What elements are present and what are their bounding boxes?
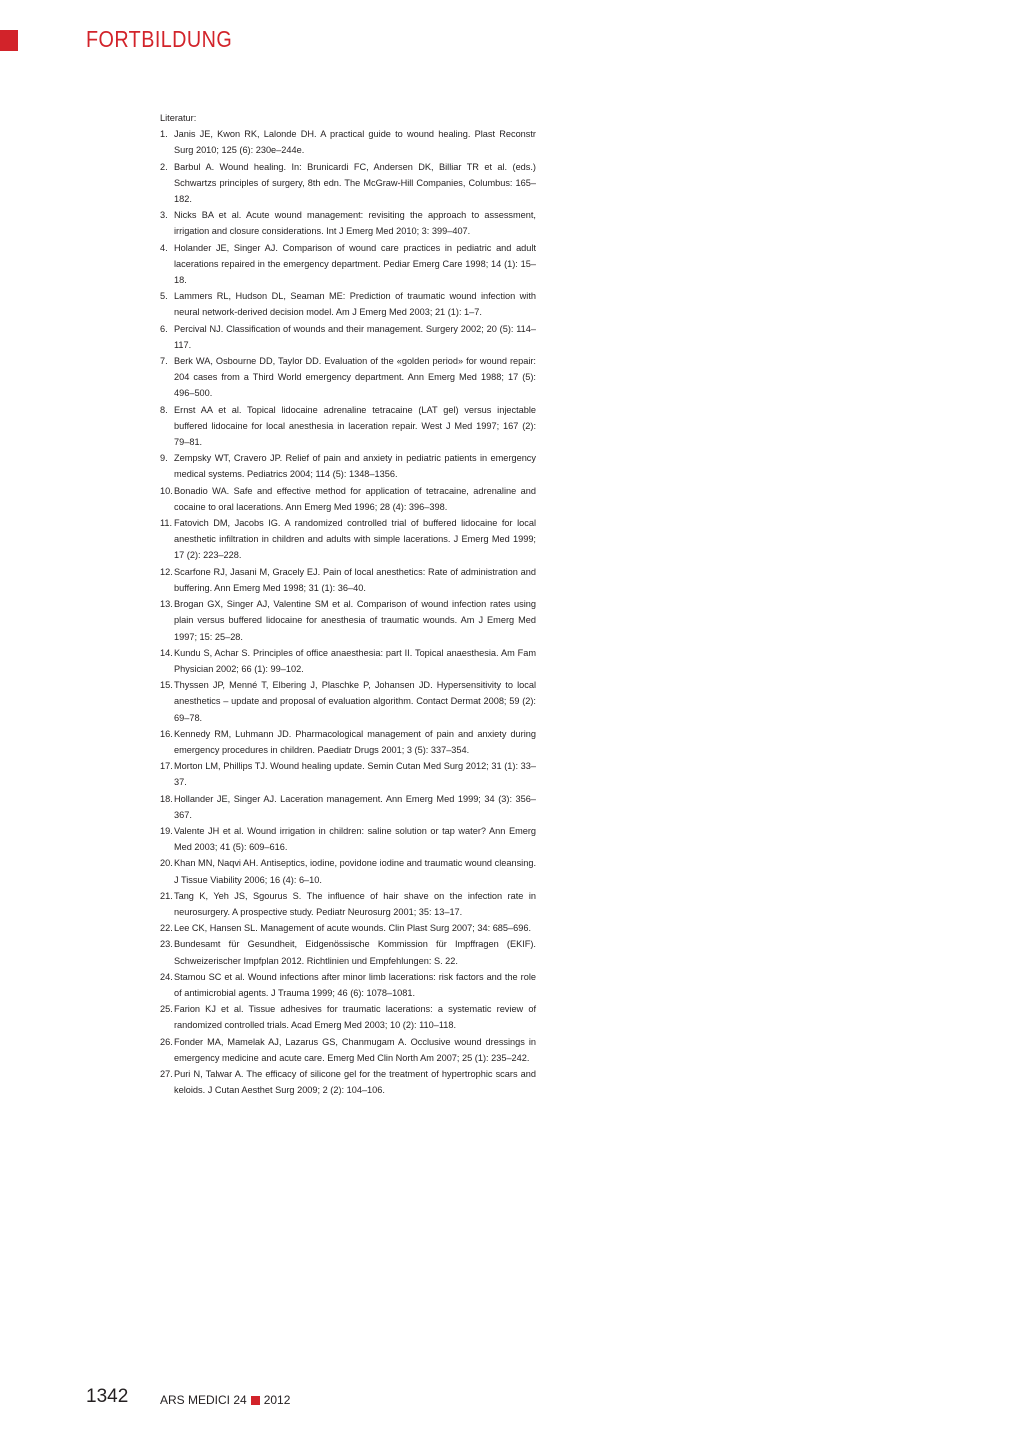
reference-item: [160, 726, 536, 758]
reference-number: 2.: [160, 161, 168, 172]
reference-text: Valente JH et al. Wound irrigation in children: saline solution or tap water? Ann Emerg Med 2003; 41 (5): 609–616.: [174, 825, 536, 853]
reference-item: [160, 1001, 536, 1033]
reference-text: Stamou SC et al. Wound infections after minor limb lacerations: risk factors and the role of antimicrobial agents. J Trauma 1999; 46 (6): 1078–1081.: [174, 971, 536, 998]
reference-item: [160, 791, 536, 823]
references-heading: Literatur:: [160, 113, 197, 123]
reference-item: [160, 515, 536, 564]
reference-number: 26.: [160, 1036, 173, 1047]
reference-item: [160, 240, 536, 289]
reference-number: 13.: [160, 599, 173, 610]
reference-number: 11.: [160, 518, 173, 529]
reference-text: Fatovich DM, Jacobs IG. A randomized controlled trial of buffered lidocaine for local anesthetic infiltration in children and adults with simple lacerations. J Emerg Med 1999; 17 (2): 223–228.: [174, 518, 536, 561]
reference-number: 15.: [160, 680, 173, 691]
journal-footer: [160, 1393, 290, 1407]
reference-item: [160, 483, 536, 515]
reference-item: [160, 920, 536, 936]
reference-text: Puri N, Talwar A. The efficacy of silicone gel for the treatment of hypertrophic scars and keloids. J Cutan Aesthet Surg 2009; 2 (2): 104–106.: [174, 1068, 536, 1096]
reference-text: Tang K, Yeh JS, Sgourus S. The influence of hair shave on the infection rate in neurosurgery. A prospective study. Pediatr Neurosurg 2001; 35: 13–17.: [174, 890, 536, 917]
reference-item: [160, 758, 536, 790]
reference-item: [160, 969, 536, 1001]
reference-item: [160, 126, 536, 158]
reference-text: Ernst AA et al. Topical lidocaine adrenaline tetracaine (LAT gel) versus injectable buffered lidocaine for local anesthesia in laceration repair. West J Med 1997; 167 (2): 79–81.: [174, 404, 536, 448]
reference-item: [160, 564, 536, 596]
reference-item: [160, 855, 536, 887]
reference-number: 1.: [160, 129, 168, 140]
reference-number: 21.: [160, 890, 173, 901]
separator-square-icon: [251, 1396, 260, 1405]
reference-text: Fonder MA, Mamelak AJ, Lazarus GS, Chanmugam A. Occlusive wound dressings in emergency medicine and acute care. Emerg Med Clin North Am 2007; 25 (1): 235–242.: [174, 1036, 536, 1063]
reference-number: 9.: [160, 453, 168, 464]
reference-text: Bundesamt für Gesundheit, Eidgenössische Kommission für Impffragen (EKIF). Schweizerischer Impfplan 2012. Richtlinien und Empfehlungen: S. 22.: [174, 939, 536, 966]
reference-text: Barbul A. Wound healing. In: Brunicardi FC, Andersen DK, Billiar TR et al. (eds.) Schwartzs principles of surgery, 8th edn. The McGraw-Hill Companies, Columbus: 165–182.: [174, 161, 536, 205]
reference-number: 27.: [160, 1068, 173, 1079]
reference-number: 8.: [160, 404, 168, 415]
reference-list: [160, 110, 536, 1098]
page-number: 1342: [86, 1386, 129, 1407]
journal-year: 2012: [263, 1393, 291, 1407]
reference-text: Brogan GX, Singer AJ, Valentine SM et al. Comparison of wound infection rates using plain versus buffered lidocaine for anesthesia of traumatic wounds. Am J Emerg Med 1997; 15: 25–28.: [174, 599, 536, 642]
reference-text: Kennedy RM, Luhmann JD. Pharmacological management of pain and anxiety during emergency procedures in children. Paediatr Drugs 2001; 3 (5): 337–354.: [174, 728, 536, 755]
reference-number: 22.: [160, 923, 173, 934]
reference-number: 3.: [160, 210, 168, 221]
reference-text: Bonadio WA. Safe and effective method for application of tetracaine, adrenaline and cocaine to oral lacerations. Ann Emerg Med 1996; 28 (4): 396–398.: [174, 485, 536, 512]
reference-item: [160, 936, 536, 968]
reference-item: [160, 1034, 536, 1066]
journal-name: ARS MEDICI 24: [160, 1393, 247, 1407]
reference-text: Berk WA, Osbourne DD, Taylor DD. Evaluation of the «golden period» for wound repair: 204 cases from a Third World emergency department. Ann Emerg Med 1988; 17 (5): 496–500.: [174, 356, 536, 399]
reference-item: [160, 677, 536, 726]
reference-number: 10.: [160, 485, 173, 496]
reference-text: Khan MN, Naqvi AH. Antiseptics, iodine, povidone iodine and traumatic wound cleansing. J Tissue Viability 2006; 16 (4): 6–10.: [174, 858, 536, 885]
reference-number: 4.: [160, 242, 168, 253]
reference-text: Zempsky WT, Cravero JP. Relief of pain and anxiety in pediatric patients in emergency medical systems. Pediatrics 2004; 114 (5): 1348–1356.: [174, 453, 536, 480]
reference-item: [160, 645, 536, 677]
reference-item: [160, 207, 536, 239]
reference-text: Janis JE, Kwon RK, Lalonde DH. A practical guide to wound healing. Plast Reconstr Surg 2010; 125 (6): 230e–244e.: [174, 129, 536, 156]
reference-text: Percival NJ. Classification of wounds and their management. Surgery 2002; 20 (5): 114–117.: [174, 323, 536, 350]
reference-text: Kundu S, Achar S. Principles of office anaesthesia: part II. Topical anaesthesia. Am Fam Physician 2002; 66 (1): 99–102.: [174, 647, 536, 674]
reference-item: [160, 321, 536, 353]
reference-text: Scarfone RJ, Jasani M, Gracely EJ. Pain of local anesthetics: Rate of administration and buffering. Ann Emerg Med 1998; 31 (1): 36–40.: [174, 566, 536, 593]
reference-text: Lee CK, Hansen SL. Management of acute wounds. Clin Plast Surg 2007; 34: 685–696.: [174, 923, 532, 934]
reference-item: [160, 450, 536, 482]
reference-item: [160, 888, 536, 920]
section-title: FORTBILDUNG: [86, 26, 233, 52]
reference-text: Lammers RL, Hudson DL, Seaman ME: Prediction of traumatic wound infection with neural network-derived decision model. Am J Emerg Med 2003; 21 (1): 1–7.: [174, 291, 536, 318]
reference-item: [160, 823, 536, 855]
reference-text: Nicks BA et al. Acute wound management: revisiting the approach to assessment, irrigation and closure considerations. Int J Emerg Med 2010; 3: 399–407.: [174, 210, 536, 237]
section-marker: [0, 30, 18, 51]
reference-number: 5.: [160, 291, 168, 302]
reference-number: 23.: [160, 939, 173, 950]
reference-item: [160, 353, 536, 402]
reference-item: [160, 288, 536, 320]
reference-number: 14.: [160, 647, 173, 658]
reference-number: 17.: [160, 761, 173, 772]
reference-number: 24.: [160, 971, 173, 982]
reference-text: Holander JE, Singer AJ. Comparison of wound care practices in pediatric and adult lacerations repaired in the emergency department. Pediar Emerg Care 1998; 14 (1): 15–18.: [174, 242, 536, 286]
reference-number: 7.: [160, 356, 168, 367]
reference-text: Morton LM, Phillips TJ. Wound healing update. Semin Cutan Med Surg 2012; 31 (1): 33–37.: [174, 761, 536, 788]
reference-item: [160, 1066, 536, 1098]
reference-text: Farion KJ et al. Tissue adhesives for traumatic lacerations: a systematic review of randomized controlled trials. Acad Emerg Med 2003; 10 (2): 110–118.: [174, 1004, 536, 1031]
reference-text: Thyssen JP, Menné T, Elbering J, Plaschke P, Johansen JD. Hypersensitivity to local anesthetics – update and proposal of evaluation algorithm. Contact Dermat 2008; 59 (2): 69–78.: [174, 680, 536, 723]
reference-number: 16.: [160, 728, 173, 739]
reference-item: [160, 596, 536, 645]
reference-number: 20.: [160, 858, 173, 869]
reference-text: Hollander JE, Singer AJ. Laceration management. Ann Emerg Med 1999; 34 (3): 356–367.: [174, 793, 536, 820]
reference-number: 6.: [160, 323, 168, 334]
reference-number: 18.: [160, 793, 173, 804]
reference-item: [160, 402, 536, 451]
reference-number: 19.: [160, 825, 173, 836]
reference-items: [160, 126, 536, 1098]
reference-number: 12.: [160, 566, 173, 577]
reference-number: 25.: [160, 1004, 173, 1015]
reference-item: [160, 159, 536, 208]
